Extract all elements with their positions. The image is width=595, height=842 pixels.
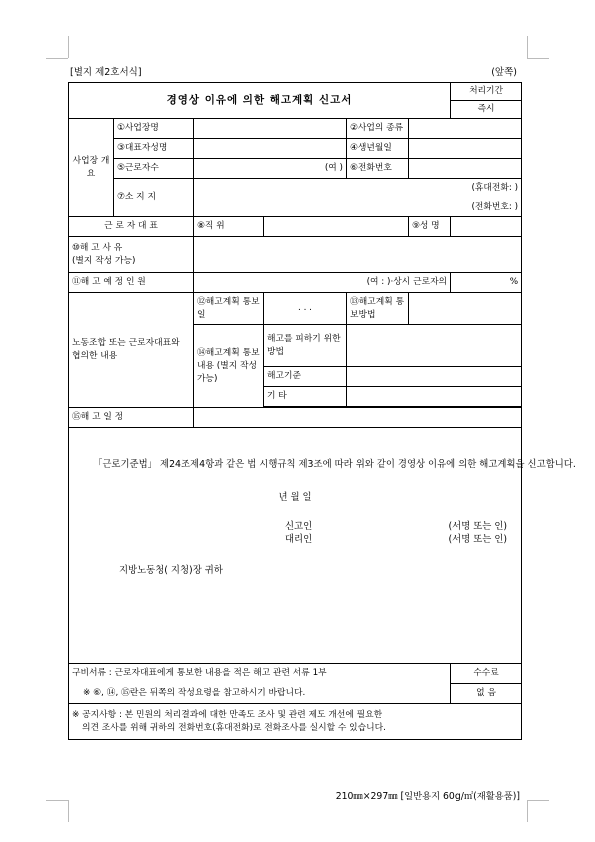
office-addressee: 지방노동청( 지청)장 귀하	[119, 565, 223, 576]
fee-value: 없 음	[451, 684, 522, 704]
crop-mark	[527, 58, 549, 59]
representative-field[interactable]	[194, 139, 347, 159]
notice-block	[69, 704, 522, 740]
notice-line1: ※ 공지사항 : 본 민원의 처리결과에 대한 만족도 조사 및 관련 제도 개선에 필요한	[72, 709, 383, 720]
consultation-label: 노동조합 또는 근로자대표와 협의한 내용	[69, 293, 194, 408]
representative-label: ③대표자성명	[114, 139, 194, 159]
rep-name-field[interactable]	[451, 217, 522, 237]
avoid-method-field[interactable]	[347, 325, 522, 367]
reporter-label: 신고인	[285, 521, 313, 532]
criteria-label: 해고기준	[264, 367, 347, 387]
writing-guide-note: ※ ⑥, ⑭, ⑮란은 뒤쪽의 작성요령을 참고하시기 바랍니다.	[69, 684, 451, 704]
position-label: ⑧직 위	[194, 217, 264, 237]
processing-period-label: 처리기간	[451, 83, 522, 101]
notify-date-field[interactable]: . . .	[264, 293, 347, 325]
crop-mark	[527, 36, 528, 58]
reason-label-line2: (별지 작성 가능)	[72, 255, 136, 266]
notice-line2: 의견 조사를 위해 귀하의 전화번호(휴대전화)로 전화조사를 실시할 수 있습니다.	[82, 722, 386, 733]
birth-date-label: ④생년월일	[347, 139, 409, 159]
reason-label-line1: ⑩해 고 사 유	[72, 242, 123, 253]
crop-mark	[68, 36, 69, 58]
planned-percent: %	[451, 273, 522, 293]
paper-spec: 210㎜×297㎜ [일반용지 60g/㎡(재활용품)]	[335, 791, 520, 802]
notify-content-label: ⑭해고계획 통보내용 (별지 작성 가능)	[194, 325, 264, 408]
schedule-field[interactable]	[194, 408, 522, 428]
other-field[interactable]	[347, 387, 522, 407]
planned-count-field[interactable]: (여 : )·상시 근로자의	[194, 273, 451, 293]
schedule-label: ⑮해 고 일 정	[69, 408, 194, 428]
reason-label	[69, 237, 194, 273]
notify-method-field[interactable]	[409, 293, 522, 325]
business-name-label: ①사업장명	[114, 119, 194, 139]
crop-mark	[527, 800, 549, 801]
notify-method-label: ⑬해고계획 통보방법	[347, 293, 409, 325]
form-number: [별지 제2호서식]	[70, 67, 142, 78]
processing-period-value: 즉시	[451, 101, 522, 119]
avoid-method-label: 해고를 피하기 위한 방법	[264, 325, 347, 367]
phone-label: ⑥전화번호	[347, 159, 409, 179]
page-side: (앞쪽)	[491, 67, 517, 78]
crop-mark	[46, 800, 68, 801]
business-section-label: 사업장 개요	[69, 119, 114, 217]
mobile-field[interactable]: (휴대전화: )	[194, 179, 522, 199]
declaration-block	[69, 428, 576, 664]
crop-mark	[46, 58, 68, 59]
fee-label: 수수료	[451, 664, 522, 684]
agent-sign: (서명 또는 인)	[448, 534, 508, 545]
tel-field[interactable]: (전화번호: )	[194, 199, 522, 217]
agent-label: 대리인	[285, 534, 313, 545]
declaration-date: 년 월 일	[278, 492, 312, 503]
report-form	[68, 82, 576, 740]
rep-name-label: ⑨성 명	[409, 217, 451, 237]
business-type-field[interactable]	[409, 119, 522, 139]
position-field[interactable]	[264, 217, 409, 237]
crop-mark	[527, 800, 528, 822]
criteria-field[interactable]	[347, 367, 522, 387]
business-name-field[interactable]	[194, 119, 347, 139]
declaration-text: 「근로기준법」 제24조제4항과 같은 법 시행규칙 제3조에 따라 위와 같이 경영상 이유에 의한 해고계획을 신고합니다.	[93, 459, 576, 470]
required-docs: 구비서류 : 근로자대표에게 통보한 내용을 적은 해고 관련 서류 1부	[69, 664, 451, 684]
birth-date-field[interactable]	[409, 139, 522, 159]
worker-count-label: ⑤근로자수	[114, 159, 194, 179]
address-label: ⑦소 지 지	[114, 179, 194, 217]
other-label: 기 타	[264, 387, 347, 407]
notify-date-label: ⑫해고계획 통보일	[194, 293, 264, 325]
reporter-sign: (서명 또는 인)	[448, 521, 508, 532]
reason-field[interactable]	[194, 237, 522, 273]
worker-rep-label: 근 로 자 대 표	[69, 217, 194, 237]
crop-mark	[68, 800, 69, 822]
business-type-label: ②사업의 종류	[347, 119, 409, 139]
planned-count-label: ⑪해 고 예 정 인 원	[69, 273, 194, 293]
worker-count-field[interactable]: (여 )	[194, 159, 347, 179]
form-title: 경영상 이유에 의한 해고계획 신고서	[69, 83, 451, 119]
phone-field[interactable]	[409, 159, 522, 179]
